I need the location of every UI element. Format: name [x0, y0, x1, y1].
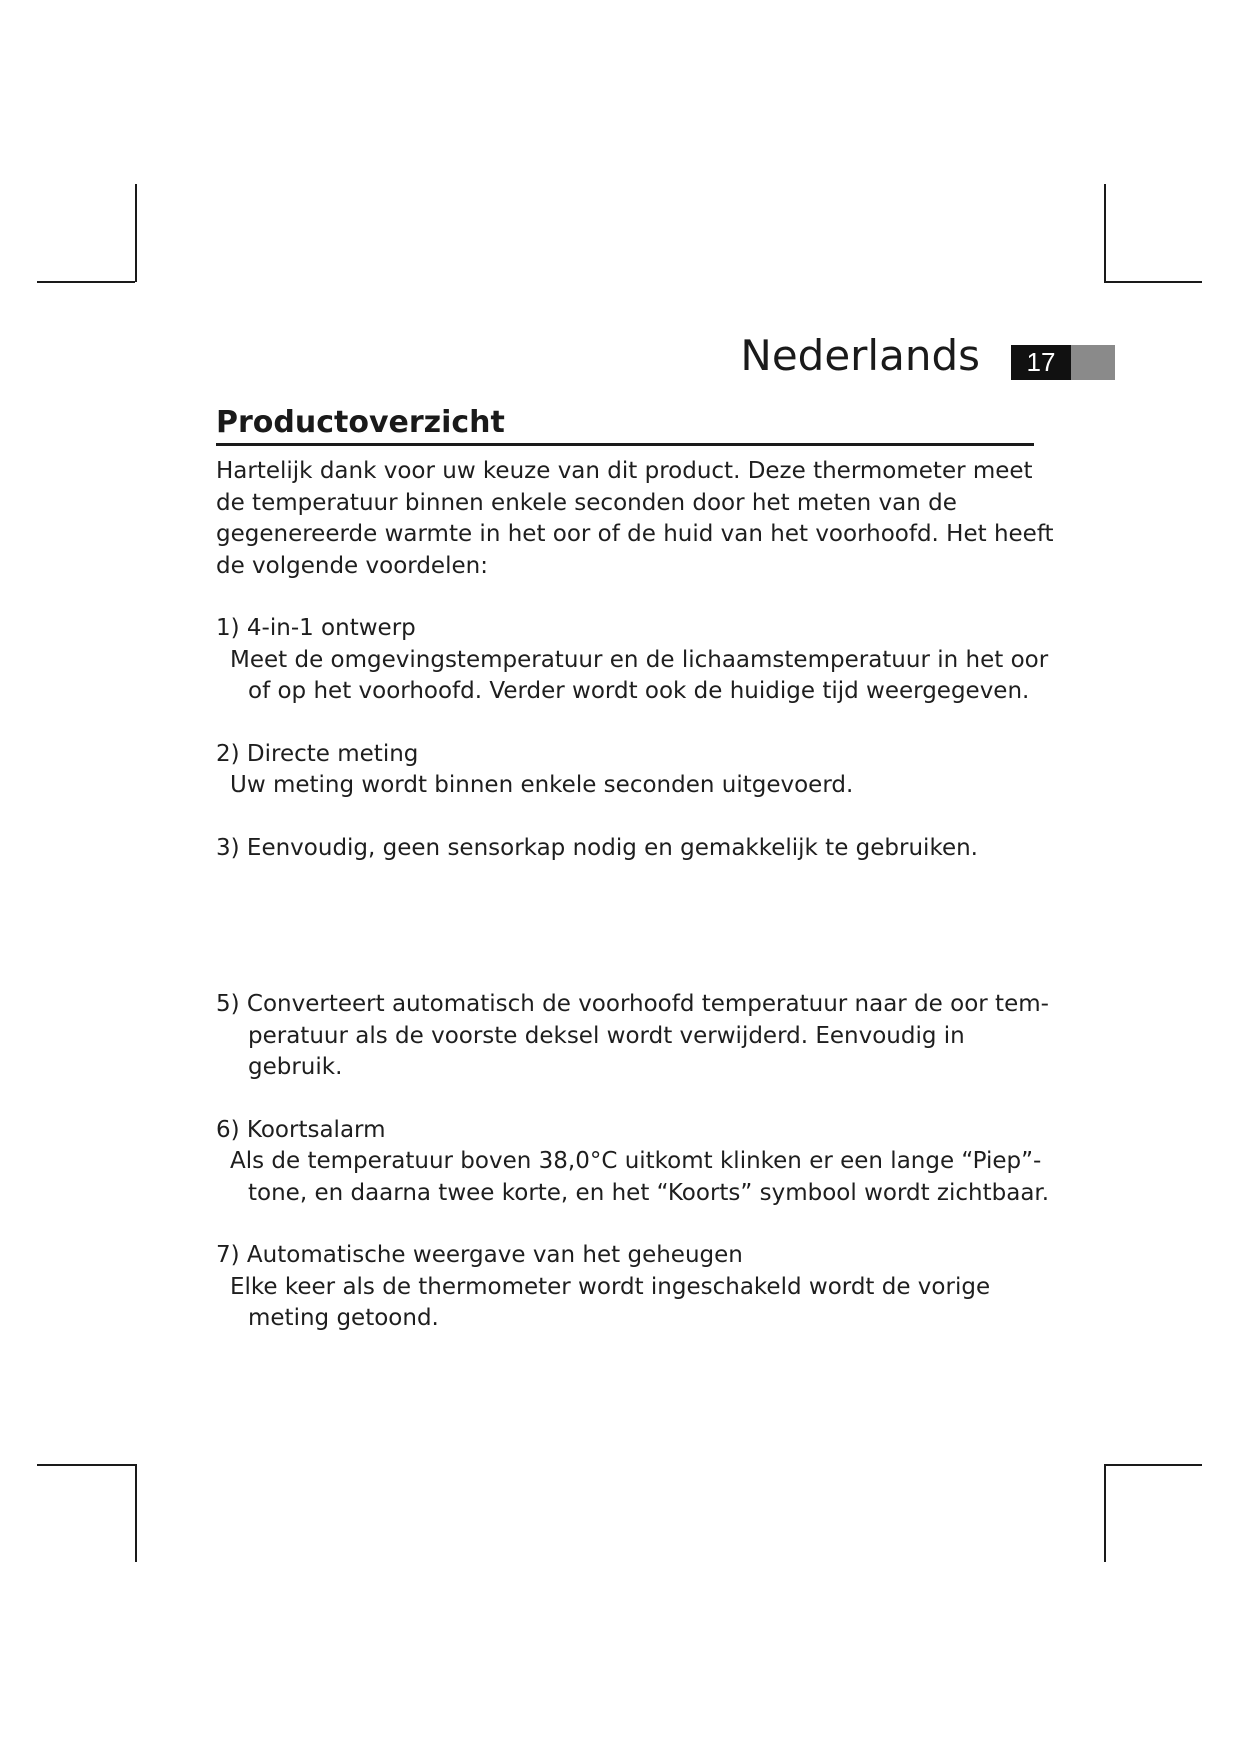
crop-mark-top-right-horizontal	[1104, 281, 1202, 283]
feature-heading-line: peratuur als de voorste deksel wordt verwijderd. Eenvoudig in gebruik.	[248, 1022, 965, 1080]
crop-mark-top-left-horizontal	[37, 281, 135, 283]
page-number: 17	[1011, 345, 1071, 380]
language-heading: Nederlands	[740, 331, 980, 380]
feature-item-6	[216, 1115, 1056, 1210]
crop-mark-top-right-vertical	[1104, 184, 1106, 282]
feature-description-line: of op het voorhoofd. Verder wordt ook de huidige tijd weergegeven.	[248, 678, 1030, 704]
crop-mark-bottom-right-horizontal	[1104, 1464, 1202, 1466]
feature-description-line: Elke keer als de thermometer wordt ingeschakeld wordt de vorige	[230, 1273, 991, 1300]
feature-heading: 1) 4-in-1 ontwerp	[216, 615, 416, 641]
feature-heading-line: 5) Converteert automatisch de voorhoofd temperatuur naar de oor tem-	[216, 991, 1049, 1017]
feature-description-line: Meet de omgevingstemperatuur en de lichaamstemperatuur in het oor	[230, 646, 1049, 673]
feature-item-5	[216, 989, 1056, 1084]
section-title: Productoverzicht	[216, 405, 505, 440]
feature-description-line: Uw meting wordt binnen enkele seconden uitgevoerd.	[230, 772, 854, 798]
feature-description	[216, 1146, 1056, 1209]
blank-gap	[216, 895, 1056, 989]
crop-mark-bottom-left-horizontal	[37, 1464, 135, 1466]
intro-paragraph: Hartelijk dank voor uw keuze van dit product. Deze thermometer meet de temperatuur binnen enkele seconden door het meten van de gegenereerde warmte in het oor of de huid van het voorhoofd. Het heeft de volgende voordelen:	[216, 458, 1054, 579]
crop-mark-bottom-left-vertical	[135, 1464, 137, 1562]
crop-mark-bottom-right-vertical	[1104, 1464, 1106, 1562]
feature-description	[216, 770, 1056, 802]
crop-mark-top-left-vertical	[135, 184, 137, 282]
title-underline	[216, 443, 1034, 446]
page-tab-accent	[1071, 345, 1115, 380]
feature-item-3	[216, 833, 1056, 865]
feature-item-1	[216, 613, 1056, 708]
feature-description-line: meting getoond.	[248, 1305, 439, 1331]
feature-description	[216, 1272, 1056, 1335]
feature-heading: 3) Eenvoudig, geen sensorkap nodig en gemakkelijk te gebruiken.	[216, 834, 978, 861]
feature-heading: 2) Directe meting	[216, 740, 419, 767]
feature-heading: 6) Koortsalarm	[216, 1116, 386, 1143]
feature-description-line: Als de temperatuur boven 38,0°C uitkomt klinken er een lange “Piep”-	[230, 1148, 1042, 1174]
feature-description-line: tone, en daarna twee korte, en het “Koorts” symbool wordt zichtbaar.	[248, 1179, 1050, 1206]
document-body	[216, 456, 1056, 1366]
feature-item-2	[216, 739, 1056, 802]
feature-description	[216, 645, 1056, 708]
feature-heading: 7) Automatische weergave van het geheugen	[216, 1242, 743, 1268]
feature-item-7	[216, 1240, 1056, 1335]
